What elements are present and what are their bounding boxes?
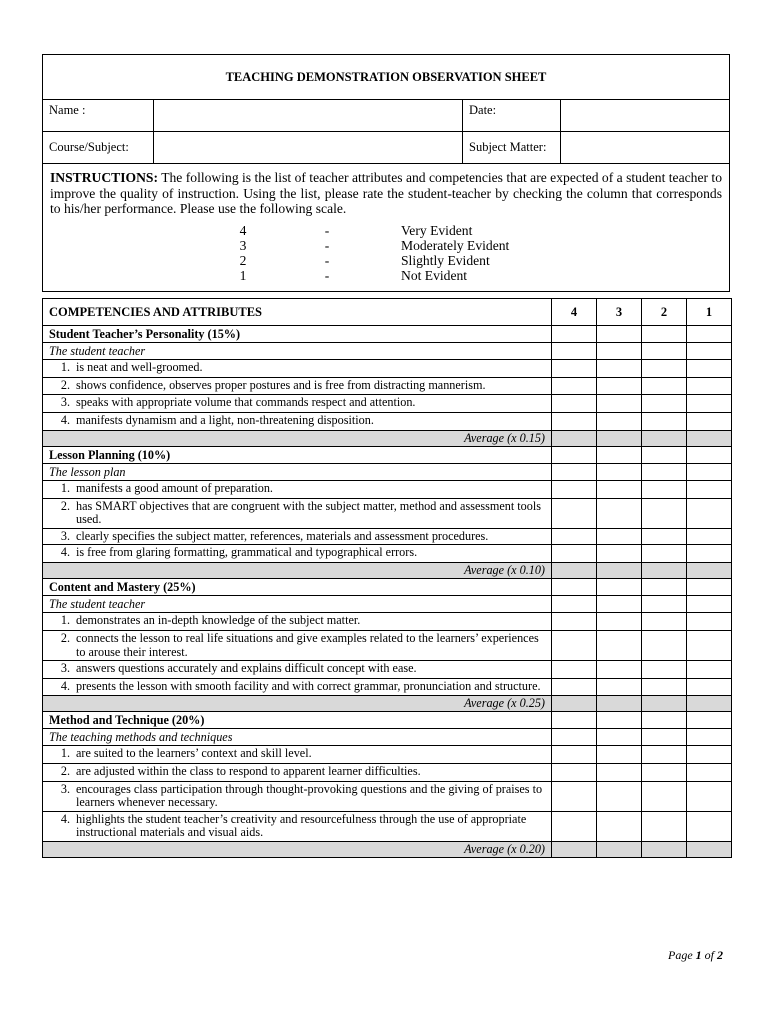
- criterion-number: 1.: [60, 360, 70, 374]
- average-row: [43, 563, 732, 579]
- criterion-number: 2.: [60, 498, 70, 513]
- section-subtitle-rating-3[interactable]: [597, 596, 642, 613]
- criterion-text: are suited to the learners’ context and skill level.: [76, 745, 312, 760]
- criterion-text: demonstrates an in-depth knowledge of the subject matter.: [76, 613, 361, 627]
- average-rating-4[interactable]: [552, 563, 597, 579]
- criterion-rating-4[interactable]: [552, 781, 597, 811]
- criterion-number: 1.: [60, 480, 70, 495]
- criterion-row: [43, 545, 732, 563]
- criterion-cell: [43, 679, 552, 696]
- rating-header-3: 3: [597, 299, 642, 326]
- section-title-rating-1[interactable]: [687, 446, 732, 463]
- criterion-rating-1[interactable]: [687, 528, 732, 545]
- section-subtitle-row: [43, 463, 732, 480]
- section-subtitle-rating-1[interactable]: [687, 728, 732, 745]
- criterion-row: [43, 661, 732, 679]
- criterion-rating-2[interactable]: [642, 528, 687, 545]
- average-rating-2[interactable]: [642, 430, 687, 446]
- average-rating-3[interactable]: [597, 841, 642, 857]
- section-title-rating-4[interactable]: [552, 326, 597, 343]
- average-rating-1[interactable]: [687, 563, 732, 579]
- criterion-rating-2[interactable]: [642, 763, 687, 781]
- criterion-rating-3[interactable]: [597, 480, 642, 498]
- section-title-row: [43, 446, 732, 463]
- header-box: [42, 54, 730, 292]
- criterion-number: 3.: [60, 781, 70, 796]
- criterion: [49, 662, 545, 676]
- section-subtitle-rating-4[interactable]: [552, 343, 597, 360]
- criterion-rating-1[interactable]: [687, 498, 732, 528]
- section-subtitle-rating-4[interactable]: [552, 596, 597, 613]
- criterion-text: highlights the student teacher’s creativity and resourcefulness through the use of appropriate instructional materials and visual aids.: [76, 811, 527, 839]
- criterion-row: [43, 631, 732, 661]
- scale-dash: -: [324, 252, 330, 268]
- instructions: [43, 164, 729, 291]
- criterion-cell: [43, 745, 552, 763]
- section-subtitle-rating-2[interactable]: [642, 728, 687, 745]
- criterion-rating-2[interactable]: [642, 498, 687, 528]
- section-title-row: [43, 711, 732, 728]
- criterion-rating-1[interactable]: [687, 661, 732, 679]
- criterion-cell: [43, 661, 552, 679]
- criterion-cell: [43, 781, 552, 811]
- section-subtitle: The teaching methods and techniques: [43, 728, 552, 745]
- criterion-rating-3[interactable]: [597, 781, 642, 811]
- competencies-table: [42, 298, 732, 858]
- criterion-cell: [43, 528, 552, 545]
- criterion-text: shows confidence, observes proper postures and is free from distracting mannerism.: [76, 378, 486, 392]
- criterion-rating-3[interactable]: [597, 679, 642, 696]
- scale-value: 1: [239, 267, 247, 283]
- scale-label: Not Evident: [401, 267, 468, 283]
- section-subtitle-rating-1[interactable]: [687, 463, 732, 480]
- criterion-number: 4.: [60, 679, 70, 693]
- average-rating-2[interactable]: [642, 841, 687, 857]
- criterion-row: [43, 394, 732, 412]
- section-subtitle-rating-3[interactable]: [597, 728, 642, 745]
- section-subtitle-row: [43, 596, 732, 613]
- criterion-cell: [43, 763, 552, 781]
- date-field[interactable]: [561, 100, 729, 131]
- criterion-number: 4.: [60, 545, 70, 559]
- criterion-text: speaks with appropriate volume that commands respect and attention.: [76, 394, 416, 409]
- section-title-rating-3[interactable]: [597, 446, 642, 463]
- scale-dash: -: [324, 222, 330, 238]
- section-title-rating-4[interactable]: [552, 711, 597, 728]
- criterion-rating-4[interactable]: [552, 613, 597, 631]
- criterion-rating-3[interactable]: [597, 360, 642, 378]
- criterion-rating-3[interactable]: [597, 528, 642, 545]
- average-label: Average (x 0.25): [43, 695, 552, 711]
- criterion-number: 3.: [60, 661, 70, 675]
- criterion-rating-1[interactable]: [687, 781, 732, 811]
- average-rating-4[interactable]: [552, 430, 597, 446]
- criterion-row: [43, 378, 732, 395]
- date-label: Date:: [463, 100, 561, 131]
- section-title: Content and Mastery (25%): [43, 579, 552, 596]
- criterion-row: [43, 480, 732, 498]
- criterion-text: presents the lesson with smooth facility and with correct grammar, pronunciation and structure.: [76, 679, 541, 693]
- criterion: [49, 813, 545, 840]
- criterion-row: [43, 781, 732, 811]
- section-subtitle-rating-2[interactable]: [642, 343, 687, 360]
- criterion-cell: [43, 412, 552, 430]
- section-title: Student Teacher’s Personality (15%): [43, 326, 552, 343]
- criterion-rating-4[interactable]: [552, 412, 597, 430]
- section-subtitle-rating-3[interactable]: [597, 463, 642, 480]
- section-subtitle-row: [43, 343, 732, 360]
- criterion-rating-4[interactable]: [552, 378, 597, 395]
- subject-matter-label: Subject Matter:: [463, 132, 561, 163]
- rating-header-1: 1: [687, 299, 732, 326]
- criterion-cell: [43, 545, 552, 563]
- criterion-rating-2[interactable]: [642, 679, 687, 696]
- average-label: Average (x 0.15): [43, 430, 552, 446]
- criterion-text: connects the lesson to real life situations and give examples related to the learners’ experiences to arouse their interest.: [76, 631, 539, 659]
- criterion-rating-3[interactable]: [597, 498, 642, 528]
- average-rating-3[interactable]: [597, 563, 642, 579]
- section-title: Lesson Planning (10%): [43, 446, 552, 463]
- criterion-rating-3[interactable]: [597, 378, 642, 395]
- criterion-cell: [43, 360, 552, 378]
- page-number: 1: [695, 948, 702, 962]
- criterion: [49, 414, 545, 428]
- criterion-rating-4[interactable]: [552, 480, 597, 498]
- criterion: [49, 530, 545, 544]
- course-row: [43, 132, 729, 164]
- criterion-rating-2[interactable]: [642, 480, 687, 498]
- instructions-lead: INSTRUCTIONS:: [50, 170, 159, 185]
- criterion-rating-1[interactable]: [687, 378, 732, 395]
- criterion-rating-4[interactable]: [552, 811, 597, 841]
- average-label: Average (x 0.10): [43, 563, 552, 579]
- criterion-cell: [43, 498, 552, 528]
- average-rating-3[interactable]: [597, 695, 642, 711]
- criterion-number: 2.: [60, 631, 70, 645]
- criterion-rating-4[interactable]: [552, 661, 597, 679]
- criterion-text: clearly specifies the subject matter, references, materials and assessment procedures.: [76, 528, 489, 543]
- criterion-rating-3[interactable]: [597, 661, 642, 679]
- scale-row: [50, 238, 722, 253]
- criterion-number: 1.: [60, 613, 70, 627]
- criterion-row: [43, 412, 732, 430]
- criterion-row: [43, 498, 732, 528]
- criterion-row: [43, 763, 732, 781]
- scale-dash: -: [324, 237, 330, 253]
- scale-row: [50, 223, 722, 238]
- average-rating-3[interactable]: [597, 430, 642, 446]
- criterion: [49, 361, 545, 375]
- scale-label: Moderately Evident: [401, 237, 510, 253]
- criterion-rating-3[interactable]: [597, 811, 642, 841]
- section-subtitle: The lesson plan: [43, 463, 552, 480]
- criterion-rating-2[interactable]: [642, 394, 687, 412]
- criterion-number: 4.: [60, 811, 70, 826]
- course-field[interactable]: [154, 132, 463, 163]
- section-title-row: [43, 579, 732, 596]
- criterion-rating-4[interactable]: [552, 528, 597, 545]
- criterion-rating-3[interactable]: [597, 412, 642, 430]
- section-subtitle-rating-2[interactable]: [642, 596, 687, 613]
- table-header-row: [43, 299, 732, 326]
- criterion-rating-1[interactable]: [687, 394, 732, 412]
- section-subtitle-rating-2[interactable]: [642, 463, 687, 480]
- section-title-rating-2[interactable]: [642, 446, 687, 463]
- scale-dash: -: [324, 267, 330, 283]
- scale-label: Slightly Evident: [401, 252, 490, 268]
- course-label: Course/Subject:: [43, 132, 154, 163]
- criterion-rating-1[interactable]: [687, 763, 732, 781]
- criterion-rating-3[interactable]: [597, 394, 642, 412]
- criterion-rating-1[interactable]: [687, 745, 732, 763]
- criterion-rating-2[interactable]: [642, 781, 687, 811]
- criterion-text: answers questions accurately and explains difficult concept with ease.: [76, 661, 417, 675]
- section-title-rating-2[interactable]: [642, 579, 687, 596]
- criterion-cell: [43, 631, 552, 661]
- criterion: [49, 765, 545, 779]
- criterion-rating-2[interactable]: [642, 661, 687, 679]
- scale-value: 4: [239, 222, 247, 238]
- page-footer: [668, 948, 723, 963]
- criterion-row: [43, 679, 732, 696]
- criterion-number: 3.: [60, 394, 70, 409]
- criterion: [49, 396, 545, 410]
- section-subtitle-rating-1[interactable]: [687, 596, 732, 613]
- average-rating-4[interactable]: [552, 841, 597, 857]
- section-title-rating-1[interactable]: [687, 711, 732, 728]
- criterion-rating-1[interactable]: [687, 412, 732, 430]
- criterion-rating-3[interactable]: [597, 745, 642, 763]
- criterion: [49, 482, 545, 496]
- section-subtitle: The student teacher: [43, 343, 552, 360]
- criterion-rating-2[interactable]: [642, 378, 687, 395]
- criterion-rating-2[interactable]: [642, 745, 687, 763]
- criterion-rating-1[interactable]: [687, 613, 732, 631]
- average-rating-2[interactable]: [642, 695, 687, 711]
- criterion-rating-2[interactable]: [642, 545, 687, 563]
- criterion-text: is neat and well-groomed.: [76, 360, 203, 374]
- criterion-number: 2.: [60, 763, 70, 778]
- sheet-title: TEACHING DEMONSTRATION OBSERVATION SHEET: [43, 55, 729, 100]
- criterion-rating-3[interactable]: [597, 545, 642, 563]
- section-subtitle-rating-1[interactable]: [687, 343, 732, 360]
- criterion: [49, 614, 545, 628]
- subject-matter-field[interactable]: [561, 132, 729, 163]
- rating-header-4: 4: [552, 299, 597, 326]
- criterion-rating-3[interactable]: [597, 763, 642, 781]
- section-title-row: [43, 326, 732, 343]
- average-rating-1[interactable]: [687, 695, 732, 711]
- average-rating-1[interactable]: [687, 841, 732, 857]
- criterion-rating-4[interactable]: [552, 679, 597, 696]
- section-title-rating-1[interactable]: [687, 326, 732, 343]
- criterion-row: [43, 528, 732, 545]
- of-word: of: [704, 948, 714, 962]
- criterion-rating-4[interactable]: [552, 631, 597, 661]
- section-title-rating-4[interactable]: [552, 446, 597, 463]
- page-total: 2: [717, 948, 723, 962]
- section-title-rating-3[interactable]: [597, 579, 642, 596]
- criterion-rating-2[interactable]: [642, 412, 687, 430]
- section-subtitle-rating-4[interactable]: [552, 728, 597, 745]
- instructions-text: The following is the list of teacher attributes and competencies that are expected of a student teacher to improve the quality of instruction. Using the list, please rate the student-teacher by checking the column that corresponds to his/her performance. Please use the following scale.: [50, 170, 722, 216]
- criterion-rating-3[interactable]: [597, 613, 642, 631]
- criterion-row: [43, 811, 732, 841]
- criterion-rating-1[interactable]: [687, 480, 732, 498]
- criterion-rating-1[interactable]: [687, 545, 732, 563]
- rating-header-2: 2: [642, 299, 687, 326]
- scale-value: 2: [239, 252, 247, 268]
- criterion-rating-3[interactable]: [597, 631, 642, 661]
- section-title-rating-4[interactable]: [552, 579, 597, 596]
- criterion-cell: [43, 811, 552, 841]
- criterion: [49, 747, 545, 761]
- criterion-rating-1[interactable]: [687, 811, 732, 841]
- scale-row: [50, 253, 722, 268]
- name-field[interactable]: [154, 100, 463, 131]
- criterion: [49, 632, 545, 659]
- criterion-cell: [43, 480, 552, 498]
- criterion: [49, 379, 545, 393]
- criterion-text: has SMART objectives that are congruent with the subject matter, method and assessment tools used.: [76, 498, 541, 526]
- section-title-rating-2[interactable]: [642, 326, 687, 343]
- criterion: [49, 680, 545, 694]
- section-subtitle-rating-3[interactable]: [597, 343, 642, 360]
- criterion-row: [43, 745, 732, 763]
- rating-scale: [50, 223, 722, 283]
- average-label: Average (x 0.20): [43, 841, 552, 857]
- average-row: [43, 430, 732, 446]
- section-title-rating-3[interactable]: [597, 711, 642, 728]
- criterion-row: [43, 613, 732, 631]
- criterion-text: manifests a good amount of preparation.: [76, 480, 273, 495]
- section-subtitle: The student teacher: [43, 596, 552, 613]
- criterion-rating-2[interactable]: [642, 613, 687, 631]
- criterion-number: 3.: [60, 528, 70, 543]
- page-word: Page: [668, 948, 693, 962]
- criterion-rating-4[interactable]: [552, 360, 597, 378]
- criterion-text: is free from glaring formatting, grammatical and typographical errors.: [76, 545, 418, 559]
- competencies-header: COMPETENCIES AND ATTRIBUTES: [43, 299, 552, 326]
- average-row: [43, 841, 732, 857]
- section-title: Method and Technique (20%): [43, 711, 552, 728]
- criterion-cell: [43, 378, 552, 395]
- name-label: Name :: [43, 100, 154, 131]
- criterion-rating-4[interactable]: [552, 745, 597, 763]
- name-date-row: [43, 100, 729, 132]
- criterion-rating-4[interactable]: [552, 498, 597, 528]
- section-title-rating-3[interactable]: [597, 326, 642, 343]
- section-subtitle-row: [43, 728, 732, 745]
- section-title-rating-2[interactable]: [642, 711, 687, 728]
- section-title-rating-1[interactable]: [687, 579, 732, 596]
- criterion-rating-1[interactable]: [687, 679, 732, 696]
- criterion: [49, 546, 545, 560]
- criterion-rating-1[interactable]: [687, 360, 732, 378]
- criterion-rating-2[interactable]: [642, 631, 687, 661]
- criterion-rating-1[interactable]: [687, 631, 732, 661]
- section-subtitle-rating-4[interactable]: [552, 463, 597, 480]
- criterion-rating-2[interactable]: [642, 360, 687, 378]
- criterion-text: encourages class participation through thought-provoking questions and the giving of praises to learners whenever necessary.: [76, 781, 543, 809]
- criterion-cell: [43, 394, 552, 412]
- scale-row: [50, 268, 722, 283]
- criterion-text: are adjusted within the class to respond to apparent learner difficulties.: [76, 763, 421, 778]
- criterion-rating-4[interactable]: [552, 763, 597, 781]
- criterion: [49, 500, 545, 527]
- criterion-rating-2[interactable]: [642, 811, 687, 841]
- criterion-row: [43, 360, 732, 378]
- average-rating-1[interactable]: [687, 430, 732, 446]
- average-row: [43, 695, 732, 711]
- average-rating-2[interactable]: [642, 563, 687, 579]
- criterion-rating-4[interactable]: [552, 545, 597, 563]
- criterion-cell: [43, 613, 552, 631]
- criterion-number: 2.: [60, 378, 70, 392]
- criterion-rating-4[interactable]: [552, 394, 597, 412]
- average-rating-4[interactable]: [552, 695, 597, 711]
- criterion-number: 4.: [60, 412, 70, 427]
- scale-label: Very Evident: [401, 222, 473, 238]
- criterion-text: manifests dynamism and a light, non-threatening disposition.: [76, 412, 374, 427]
- scale-value: 3: [239, 237, 247, 253]
- criterion: [49, 783, 545, 810]
- criterion-number: 1.: [60, 745, 70, 760]
